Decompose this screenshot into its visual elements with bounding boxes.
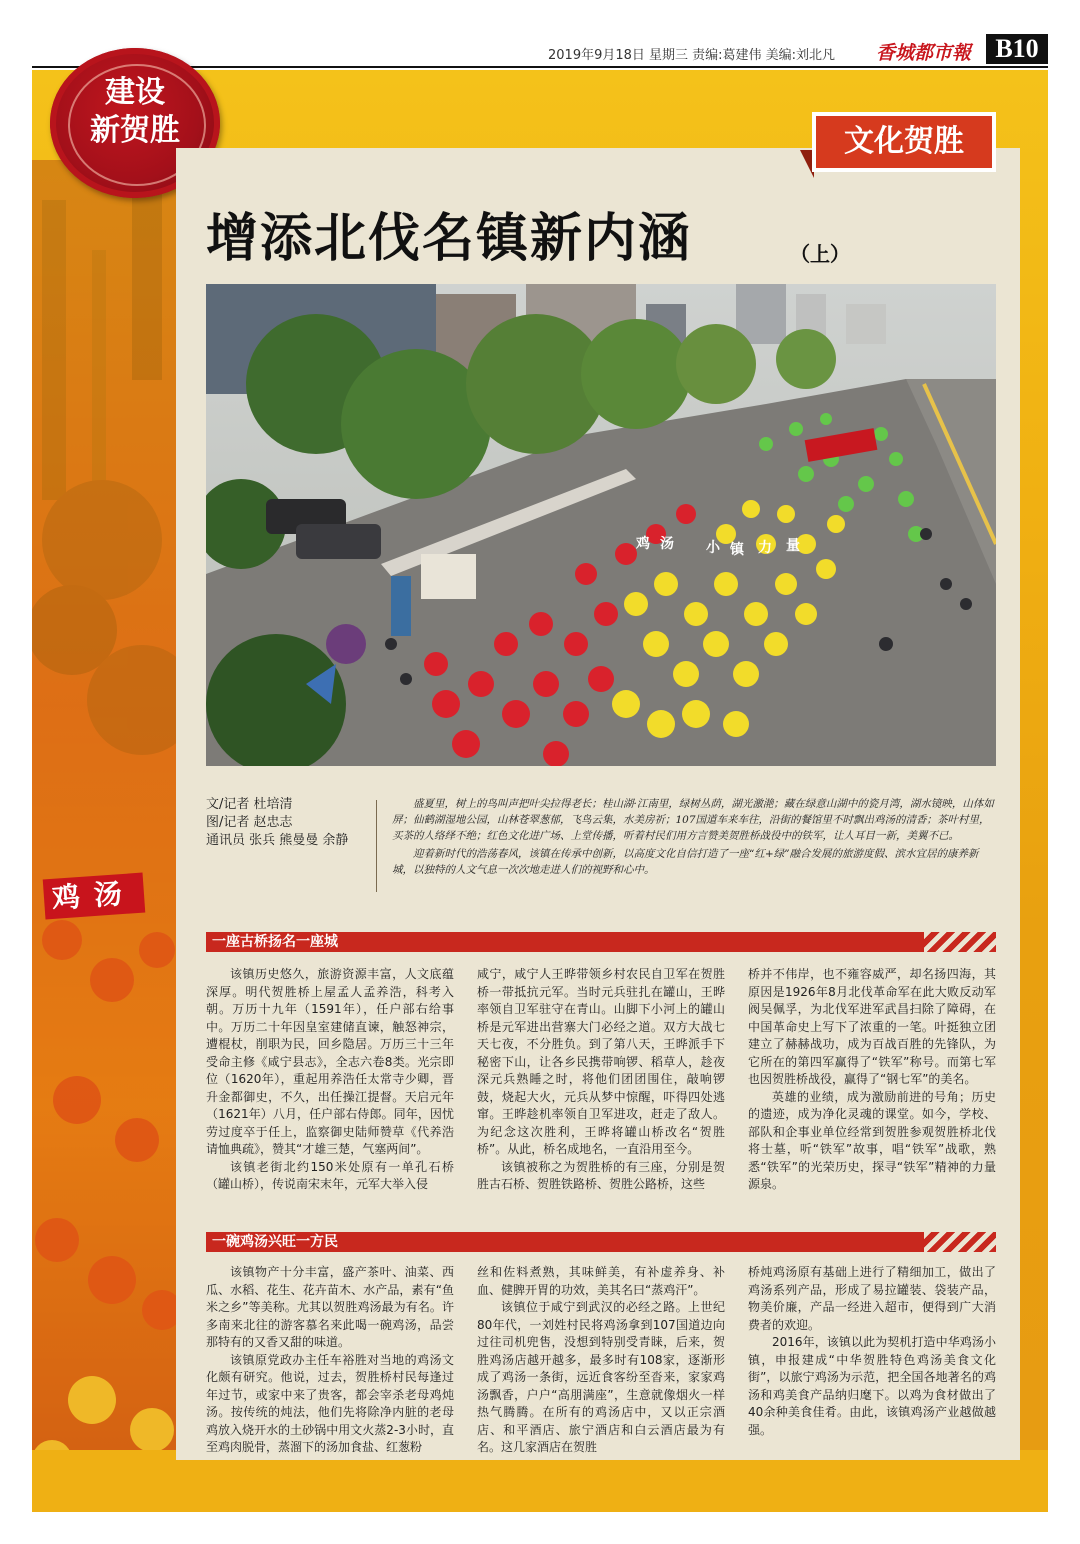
parade-photo-illustration	[206, 284, 996, 766]
body-paragraph: 该镇被称之为贺胜桥的有三座，分别是贺胜古石桥、贺胜铁路桥、贺胜公路桥，这些	[477, 1159, 725, 1191]
seal-line-2: 新贺胜	[90, 113, 180, 148]
side-banner-char: 汤	[92, 876, 138, 912]
byline-writer: 文/记者 杜培清	[206, 797, 293, 812]
section1-column-1	[206, 966, 454, 1194]
byline-photographer: 图/记者 赵忠志	[206, 815, 293, 830]
banner-char: 力	[758, 540, 772, 556]
left-strip-illustration	[32, 160, 182, 1512]
intro-paragraph: 迎着新时代的浩荡春风，该镇在传承中创新，以高度文化自信打造了一座“红+绿”融合发展的旅游度假、滨水宜居的康养新城，以独特的人文气息一次次地走进人们的视野和心中。	[392, 848, 979, 876]
article-title-suffix: （上）	[790, 242, 850, 266]
body-paragraph: 2016年，该镇以此为契机打造中华鸡汤小镇，申报建成“中华贺胜特色鸡汤美食文化街”，以旅宁鸡汤为示范，把全国各地著名的鸡汤和鸡美食产品纳归麾下。以鸡为食材做出了40余种美食佳肴。由此，该镇鸡汤产业越做越强。	[748, 1335, 996, 1437]
body-paragraph: 该镇原党政办主任车裕胜对当地的鸡汤文化颇有研究。他说，过去，贺胜桥村民每逢过年过节，或家中来了贵客，都会宰杀老母鸡炖汤。按传统的炖法，他们先将除净内脏的老母鸡放入烧开水的土砂锅中用文火蒸2-3小时，直至鸡肉脱骨，蒸溜下的汤加食盐、红葱粉	[206, 1352, 454, 1454]
side-banner	[43, 873, 146, 920]
section-heading-chicken-soup	[206, 1232, 996, 1252]
banner-char: 量	[786, 538, 800, 554]
byline-divider	[376, 800, 377, 892]
section-heading-stripes	[924, 932, 996, 952]
body-paragraph: 该镇老街北约150米处原有一单孔石桥（罐山桥），传说南宋末年，元军大举入侵	[206, 1159, 454, 1191]
seal-line-1: 建设	[105, 75, 165, 110]
section-heading-text: 一碗鸡汤兴旺一方民	[212, 1234, 338, 1250]
article-title: 增添北伐名镇新内涵	[206, 209, 693, 269]
banner-char: 汤	[660, 536, 674, 552]
body-paragraph: 桥并不伟岸，也不雍容威严，却名扬四海，其原因是1926年8月北伐革命军在此大败反动军阀吴佩孚，为北伐军进军武昌扫除了障碍，在中国革命史上写下了浓重的一笔。叶挺独立团建立了赫赫战功，成为百战百胜的先锋队，为它所在的第四军赢得了“铁军”称号。而第七军也因贺胜桥战役，赢得了“钢七军”的美名。	[748, 967, 996, 1086]
body-paragraph: 该镇位于咸宁到武汉的必经之路。上世纪80年代，一刘姓村民将鸡汤拿到107国道边向过往司机兜售，没想到特别受青睐，后来，贺胜鸡汤店越开越多，最多时有108家，逐渐形成了鸡汤一条街，远近食客纷至沓来，家家鸡汤飘香，户户“高朋满座”，生意就像烟火一样热气腾腾。在所有的鸡汤店中，又以正宗酒店、和平酒店、旅宁酒店和白云酒店最为有名。这几家酒店在贺胜	[477, 1300, 725, 1454]
newspaper-name: 香城都市報	[876, 42, 972, 64]
body-paragraph: 桥炖鸡汤原有基础上进行了精细加工，做出了鸡汤系列产品，形成了易拉罐装、袋装产品，物美价廉，产品一经进入超市，便得到广大消费者的欢迎。	[748, 1265, 996, 1332]
page-number: B10	[986, 34, 1048, 64]
banner-char: 鸡	[636, 536, 650, 552]
banner-char: 镇	[730, 542, 744, 558]
side-banner-char: 鸡	[50, 879, 96, 915]
body-paragraph: 该镇物产十分丰富，盛产茶叶、油菜、西瓜、水稻、花生、花卉苗木、水产品，素有“鱼米之乡”等美称。尤其以贺胜鸡汤最为有名。许多南来北往的游客慕名来此喝一碗鸡汤，品尝那特有的又香又甜的味道。	[206, 1265, 454, 1349]
section2-column-2	[477, 1264, 725, 1457]
section-tag: 文化贺胜	[812, 112, 996, 172]
byline	[206, 796, 386, 850]
section-heading-stripes	[924, 1232, 996, 1252]
header-date-line: 2019年9月18日 星期三 责编:葛建伟 美编:刘北凡	[548, 48, 836, 63]
body-paragraph: 咸宁，咸宁人王晔带领乡村农民自卫军在贺胜桥一带抵抗元军。当时元兵驻扎在罐山，王晔率领自卫军驻守在青山。山脚下小河上的罐山桥是元军进出营寨大门必经之道。双方大战七天七夜，不分胜负。到了第八天，王晔派手下秘密下山，让各乡民携带响锣、稻草人，趁夜深元兵熟睡之时，将他们团团围住，敲响锣鼓，烧起大火，元兵从梦中惊醒，吓得四处逃窜。王晔趁机率领自卫军进攻，赶走了敌人。为纪念这次胜利，王晔将罐山桥改名“贺胜桥”。从此，桥名成地名，一直沿用至今。	[477, 967, 725, 1156]
article-intro	[392, 796, 996, 880]
body-paragraph: 英雄的业绩，成为激励前进的号角；历史的遗迹，成为净化灵魂的课堂。如今，学校、部队和企事业单位经常到贺胜参观贺胜桥北伐将士墓，听“铁军”故事，唱“铁军”战歌，熟悉“铁军”的光荣历史，探寻“铁军”精神的力量源泉。	[748, 1089, 996, 1191]
section2-column-3	[748, 1264, 996, 1439]
seal-text	[50, 74, 220, 150]
body-paragraph: 该镇历史悠久，旅游资源丰富，人文底蕴深厚。明代贺胜桥上屋孟人孟养浩，科考入朝。万历十九年（1591年），任户部右给事中。万历二十年因皇室建储直谏，触怒神宗，遭棍杖，削职为民，回乡隐居。万历三十三年受命主修《咸宁县志》，全志六卷8类。光宗即位（1620年），重起用养浩任太常寺少卿，晋升金都御史，不久，出任操江提督。天启元年（1621年）八月，任户部右侍郎。同年，因忧劳过度卒于任上，监察御史陆师赞草《代养浩请恤典疏》，赞其“才雄三楚，气塞两间”。	[206, 967, 454, 1156]
intro-paragraph: 盛夏里，树上的鸟叫声把叶尖拉得老长；桂山湖·江南里，绿树丛荫，湖光激滟；藏在绿意山湖中的瓷月湾，湖水镜映，山体如屏；仙鹤湖湿地公园，山林苍翠葱郁，飞鸟云集，水美房祈；107国道车来车往，沿街的餐馆里不时飘出鸡汤的清香；茶叶村里，买茶的人络绎不绝；红色文化进广场、上堂传播，听着村民们用方言赞美贺胜桥战役中的铁军，让人耳目一新，美翼不已。	[392, 798, 994, 842]
body-paragraph: 丝和佐料煮熟，其味鲜美，有补虚养身、补血、健脾开胃的功效，美其名曰“蒸鸡汗”。	[477, 1265, 725, 1297]
section-heading-bridge	[206, 932, 996, 952]
section2-column-1	[206, 1264, 454, 1457]
banner-char: 小	[706, 540, 720, 556]
byline-correspondents: 通讯员 张兵 熊曼曼 余静	[206, 833, 349, 848]
section-heading-text: 一座古桥扬名一座城	[212, 934, 338, 950]
section1-column-3	[748, 966, 996, 1194]
section1-column-2	[477, 966, 725, 1194]
background-left-photo	[32, 160, 182, 1512]
parade-photo	[206, 284, 996, 766]
